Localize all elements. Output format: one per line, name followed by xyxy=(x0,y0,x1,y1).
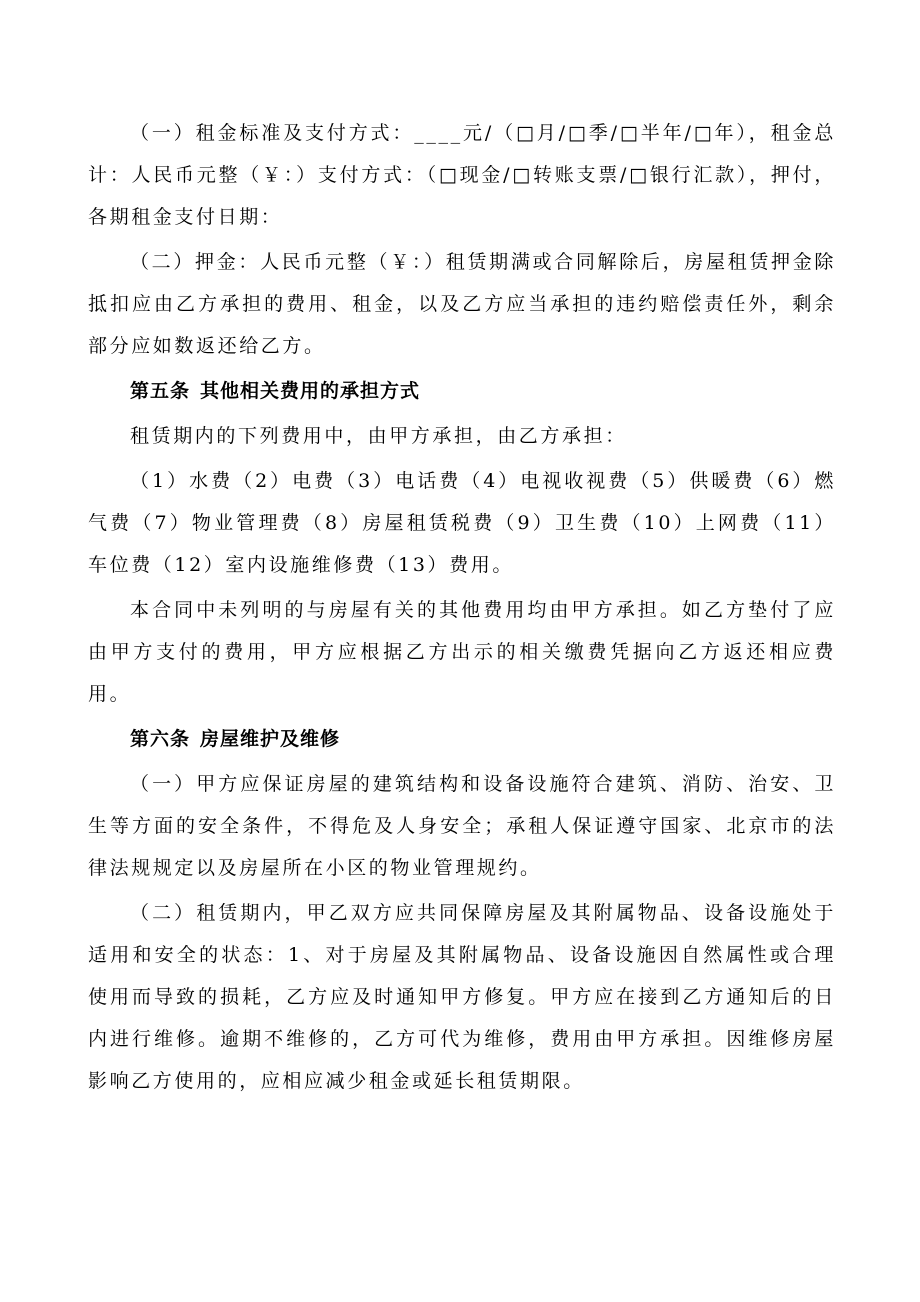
deposit-paragraph: （二）押金：人民币元整（￥：）租赁期满或合同解除后，房屋租赁押金除抵扣应由乙方承担的费用、租金，以及乙方应当承担的违约赔偿责任外，剩余部分应如数返还给乙方。 xyxy=(88,251,836,357)
section-6-heading xyxy=(88,718,836,760)
section-6-title: 房屋维护及维修 xyxy=(200,728,341,750)
section-5-heading xyxy=(88,370,836,412)
section-6-paragraph-1: （一）甲方应保证房屋的建筑结构和设备设施符合建筑、消防、治安、卫生等方面的安全条件，不得危及人身安全；承租人保证遵守国家、北京市的法律法规规定以及房屋所在小区的物业管理规约。 xyxy=(88,773,836,879)
section-5-title: 其他相关费用的承担方式 xyxy=(200,380,421,402)
section-5-fee-items: （1）水费（2）电费（3）电话费（4）电视收视费（5）供暖费（6）燃气费（7）物业管理费（8）房屋租赁税费（9）卫生费（10）上网费（11）车位费（12）室内设施维修费（13）费用。 xyxy=(88,470,836,576)
document-page xyxy=(88,112,836,1105)
section-5-note: 本合同中未列明的与房屋有关的其他费用均由甲方承担。如乙方垫付了应由甲方支付的费用，甲方应根据乙方出示的相关缴费凭据向乙方返还相应费用。 xyxy=(88,599,836,705)
section-6-paragraph-2: （二）租赁期内，甲乙双方应共同保障房屋及其附属物品、设备设施处于适用和安全的状态：1、对于房屋及其附属物品、设备设施因自然属性或合理使用而导致的损耗，乙方应及时通知甲方修复。甲方应在接到乙方通知后的日内进行维修。逾期不维修的，乙方可代为维修，费用由甲方承担。因维修房屋影响乙方使用的，应相应减少租金或延长租赁期限。 xyxy=(88,902,836,1092)
section-5-intro: 租赁期内的下列费用中，由甲方承担，由乙方承担： xyxy=(130,425,627,447)
section-6-number: 第六条 xyxy=(130,728,191,750)
section-5-number: 第五条 xyxy=(130,380,191,402)
rent-standard-paragraph: （一）租金标准及支付方式：____元/（□月/□季/□半年/□年），租金总计：人民币元整（￥：）支付方式：（□现金/□转账支票/□银行汇款），押付，各期租金支付日期： xyxy=(88,122,836,228)
